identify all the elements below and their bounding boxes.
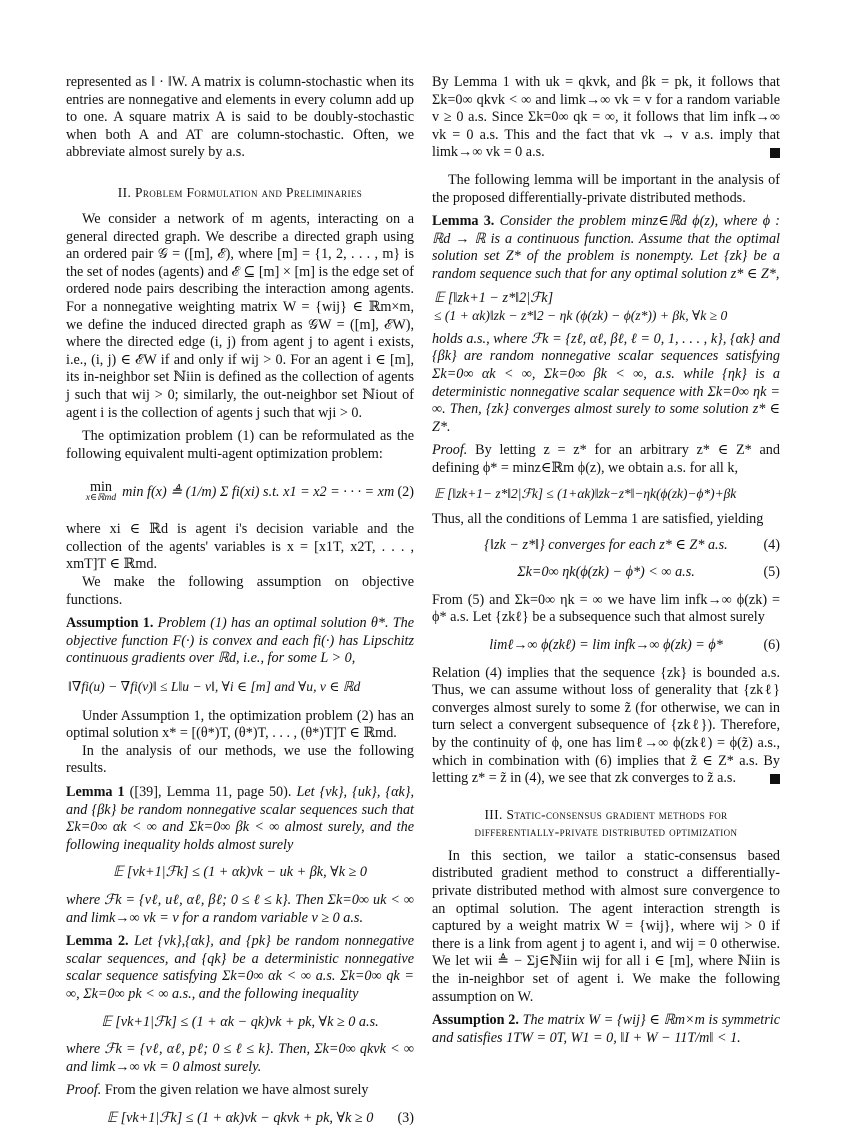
- boundedness-text: Relation (4) implies that the sequence {zk} is bounded a.s. Thus, we can assume without loss of generality that {zkℓ} converges almost surely to some z̃ (for otherwise, we can in turn select a convergent subsequence of {zkℓ}). Therefore, by the continuity of ϕ, one has limℓ→∞ ϕ(zkℓ) = ϕ(z̃) a.s., which in combination with (6) implies that z̃ ∈ Z* a.s. By letting z* = z̃ in (4), we see that zk converges to z̃ a.s.: [432, 664, 780, 787]
- assumption-2: [432, 1012, 780, 1047]
- assumption-1: [66, 615, 414, 668]
- lemma-2: [66, 933, 414, 1003]
- lemma-3-equation-line-2: [432, 307, 780, 325]
- lemma-1-tail: where ℱk = {vℓ, uℓ, αℓ, βℓ; 0 ≤ ℓ ≤ k}. Then Σk=0∞ uk < ∞ and limk→∞ vk = v for a random variable v ≥ 0 a.s.: [66, 891, 414, 926]
- lemma-3-eq-line-2: ≤ (1 + αk)‖zk − z*‖2 − ηk (ϕ(zk) − ϕ(z*)) + βk, ∀k ≥ 0: [434, 308, 728, 324]
- section-3-paragraph: In this section, we tailor a static-consensus based distributed gradient method to construct a differentially-private distributed method with almost sure convergence to an optimal solution. The agent interaction strength is captured by a weight matrix W = {wij}, where wij > 0 if there is a link from agent j to agent i, and wij = 0 otherwise. We let wii ≜ − Σj∈ℕiin wij for all i ∈ [m], where ℕiin is the in-neighbor set of agent i. We make the following assumption on W.: [432, 847, 780, 1005]
- proof-text: From the given relation we have almost surely: [104, 1082, 369, 1099]
- lemma-3-eq-line-1: 𝔼 [‖zk+1 − z*‖2|ℱk]: [434, 289, 554, 306]
- lemma-1-equation-body: 𝔼 [vk+1|ℱk] ≤ (1 + αk)vk − uk + βk, ∀k ≥ 0: [113, 864, 367, 881]
- eq2-min-subscript: x∈ℝmd: [85, 493, 117, 504]
- subsequence-paragraph: From (5) and Σk=0∞ ηk = ∞ we have lim infk→∞ ϕ(zk) = ϕ* a.s. Let {zkℓ} be a subsequence such that almost surely: [432, 591, 780, 626]
- lipschitz-equation: [66, 678, 414, 696]
- assumption-2-label: Assumption 2.: [432, 1012, 519, 1029]
- boundedness-paragraph: [432, 665, 780, 788]
- section-3-title-line-2: differentially-private distributed optimization: [474, 823, 738, 839]
- lemma-1: [66, 784, 414, 854]
- proof-continued-text: By Lemma 1 with uk = qkvk, and βk = pk, it follows that Σk=0∞ qkvk < ∞ and limk→∞ vk = v for a random variable v ≥ 0 a.s. Since Σk=0∞ qk = ∞, it follows that lim infk→∞ vk = 0 a.s. This and the fact that vk → v a.s. imply that limk→∞ vk = 0 a.s.: [432, 74, 780, 161]
- eq2-body: min f(x) ≜ (1/m) Σ fi(xi) s.t. x1 = x2 = · · · = xm: [122, 484, 395, 501]
- lemma-2-equation-body: 𝔼 [vk+1|ℱk] ≤ (1 + αk − qk)vk + pk, ∀k ≥ 0 a.s.: [101, 1013, 379, 1030]
- variables-paragraph: where xi ∈ ℝd is agent i's decision variable and the collection of the agents' variables is x = [x1T, x2T, . . . , xmT]T ∈ ℝmd.: [66, 521, 414, 573]
- lemma-2-proof: [66, 1082, 414, 1100]
- lemma-3: [432, 213, 780, 283]
- assumption-intro: We make the following assumption on objective functions.: [66, 574, 414, 608]
- analysis-intro: In the analysis of our methods, we use the following results.: [66, 742, 414, 777]
- lipschitz-body: ‖∇fi(u) − ∇fi(v)‖ ≤ L‖u − v‖, ∀i ∈ [m] and ∀u, v ∈ ℝd: [68, 679, 361, 695]
- section-3-title-line-1: III. Static-consensus gradient methods for: [484, 806, 728, 822]
- lemma-3-proof-text: By letting z = z* for an arbitrary z* ∈ Z* and defining ϕ* = minz∈ℝm ϕ(z), we obtain a.s. for all k,: [432, 442, 780, 476]
- eq4-body: {‖zk − z*‖} converges for each z* ∈ Z* a.s.: [484, 536, 728, 553]
- assumption-1-label: Assumption 1.: [66, 615, 154, 632]
- proof-equation: [432, 485, 780, 503]
- qed-square-icon: [770, 774, 780, 784]
- lemma-2-tail: where ℱk = {vℓ, αℓ, pℓ; 0 ≤ ℓ ≤ k}. Then, Σk=0∞ qkvk < ∞ and limk→∞ vk = 0 almost surely.: [66, 1041, 414, 1075]
- intro-paragraph: represented as ‖ · ‖W. A matrix is column-stochastic when its entries are nonnegative and elements in every column add up to one. A square matrix A is said to be doubly-stochastic when both A and AT are column-stochastic. Often, we abbreviate almost surely by a.s.: [66, 74, 414, 161]
- graph-paragraph: We consider a network of m agents, interacting on a general directed graph. We describe a directed graph using an ordered pair 𝒢 = ([m], ℰ), where [m] = {1, 2, . . . , m} is the set of nodes (agents) and ℰ ⊆ [m] × [m] is the edge set of ordered node pairs describing the interaction among agents. For a nonnegative weighting matrix W = {wij} ∈ ℝm×m, we define the induced directed graph as 𝒢W = ([m], ℰW), where the directed edge (i, j) from agent j to agent i exists, i.e., (i, j) ∈ ℰW if and only if wij > 0. For an agent i ∈ [m], its in-neighbor set ℕiin is defined as the collection of agents j such that wij > 0; similarly, the out-neighbor set ℕiout of agent i is the collection of agents j such that wji > 0.: [66, 210, 414, 421]
- optimal-solution-paragraph: Under Assumption 1, the optimization problem (2) has an optimal solution x* = [(θ*)T, (θ*)T, . . . , (θ*)T]T ∈ ℝmd.: [66, 707, 414, 742]
- lemma-3-label: Lemma 3.: [432, 213, 495, 230]
- eq6-number: (6): [763, 637, 780, 654]
- equation-2: min x∈ℝmd min f(x) ≜ (1/m) Σ fi(xi) s.t. x1 = x2 = · · · = xm (2): [85, 479, 414, 504]
- equation-4: [432, 537, 780, 555]
- equation-5: [432, 564, 780, 582]
- lemma-2-equation: [66, 1014, 414, 1032]
- eq4-number: (4): [763, 536, 780, 553]
- lemma-3-intro: The following lemma will be important in the analysis of the proposed differentially-private distributed methods.: [432, 171, 780, 206]
- qed-square-icon: [770, 148, 780, 158]
- lemma-3-proof: [432, 442, 780, 477]
- lemma-2-proof-continued: [432, 74, 780, 162]
- eq3-body: 𝔼 [vk+1|ℱk] ≤ (1 + αk)vk − qkvk + pk, ∀k ≥ 0: [106, 1109, 374, 1126]
- lemma-3-text: Consider the problem minz∈ℝd ϕ(z), where ϕ : ℝd → ℝ is a continuous function. Assume that the optimal solution set Z* of the problem is nonempty. Let {zk} be a random sequence such that for any optimal solution z* ∈ Z*,: [432, 213, 780, 282]
- lemma-1-equation: [66, 864, 414, 882]
- equation-6: [432, 637, 780, 655]
- lemma-2-text: Let {vk},{αk}, and {pk} be random nonnegative scalar sequences, and {qk} be a deterministic nonnegative scalar sequence satisfying Σk=0∞ αk < ∞ a.s. Σk=0∞ qk = ∞, Σk=0∞ pk < ∞ a.s., and the following inequality: [66, 933, 415, 1002]
- lemma-3-proof-label: Proof.: [432, 442, 468, 459]
- equation-3: [66, 1110, 414, 1128]
- conditions-paragraph: Thus, all the conditions of Lemma 1 are satisfied, yielding: [432, 511, 764, 528]
- eq2-number: (2): [397, 484, 414, 501]
- eq5-number: (5): [763, 564, 780, 581]
- lemma-1-label: Lemma 1: [66, 784, 125, 800]
- lemma-1-text: Let {vk}, {uk}, {αk}, and {βk} be random nonnegative scalar sequences such that Σk=0∞ αk < ∞ and Σk=0∞ βk < ∞ almost surely, and the following inequality holds almost surely: [66, 784, 415, 853]
- section-3-title: [432, 806, 780, 840]
- lemma-1-cite: ([39], Lemma 11, page 50).: [129, 784, 292, 800]
- eq5-body: Σk=0∞ ηk(ϕ(zk) − ϕ*) < ∞ a.s.: [517, 564, 695, 581]
- lemma-3-tail: holds a.s., where ℱk = {zℓ, αℓ, βℓ, ℓ = 0, 1, . . . , k}, {αk} and {βk} are random nonnegative scalar sequences satisfying Σk=0∞ αk < ∞, Σk=0∞ βk < ∞, a.s. while {ηk} is a deterministic nonnegative scalar sequence with Σk=0∞ ηk = ∞. Then, {zk} converges almost surely to some solution z* ∈ Z*.: [432, 330, 780, 435]
- proof-equation-body: 𝔼 [‖zk+1− z*‖2|ℱk] ≤ (1+αk)‖zk−z*‖−ηk(ϕ(zk)−ϕ*)+βk: [434, 486, 737, 502]
- reformulation-paragraph: The optimization problem (1) can be reformulated as the following equivalent multi-agent optimization problem:: [66, 428, 414, 462]
- eq3-number: (3): [397, 1109, 414, 1126]
- proof-label: Proof.: [66, 1082, 102, 1099]
- section-2-title: II. Problem Formulation and Preliminaries: [117, 184, 363, 200]
- lemma-3-equation-line-1: [432, 290, 780, 308]
- left-column: [66, 74, 414, 1138]
- eq6-body: limℓ→∞ ϕ(zkℓ) = lim infk→∞ ϕ(zk) = ϕ*: [489, 637, 723, 654]
- right-column: [432, 74, 780, 1047]
- lemma-2-label: Lemma 2.: [66, 933, 129, 950]
- assumption-2-text: The matrix W = {wij} ∈ ℝm×m is symmetric and satisfies 1TW = 0T, W1 = 0, ‖I + W − 11T/m‖ < 1.: [432, 1012, 781, 1046]
- assumption-1-text: Problem (1) has an optimal solution θ*. The objective function F(·) is convex and each fi(·) has Lipschitz continuous gradients over ℝd, i.e., for some L > 0,: [66, 615, 414, 667]
